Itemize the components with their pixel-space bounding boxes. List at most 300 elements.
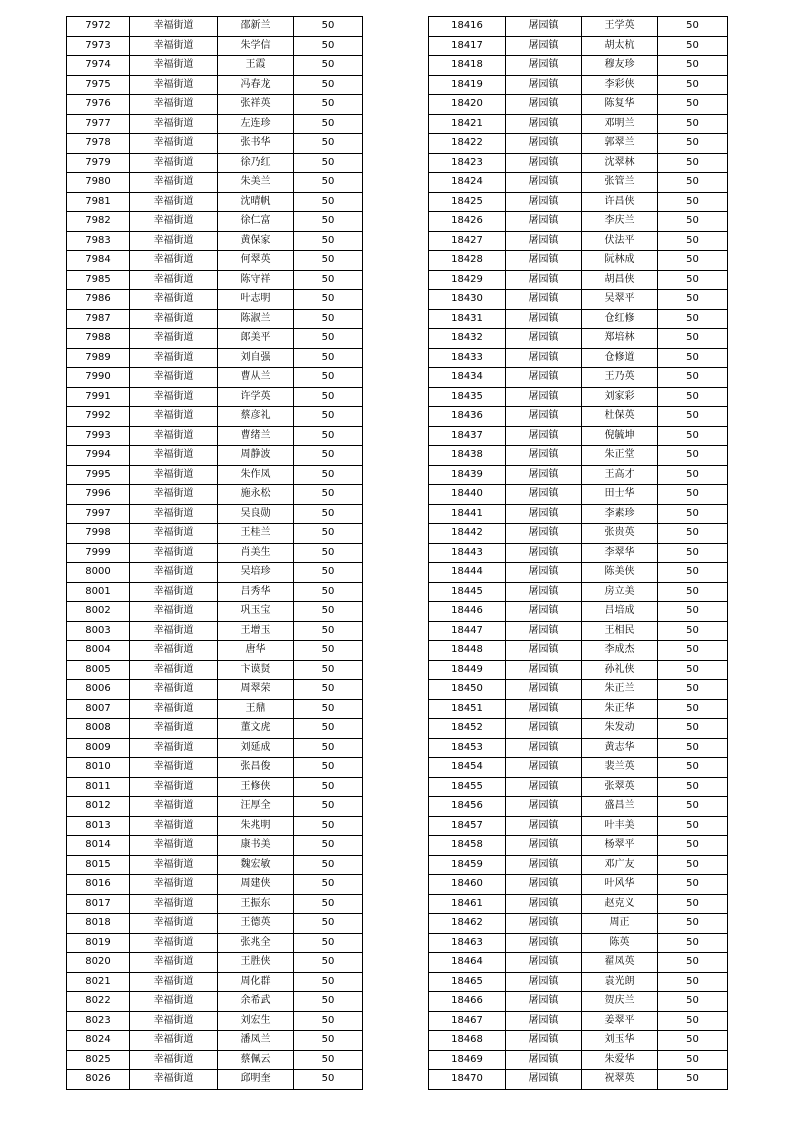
amount-cell: 50 (294, 134, 363, 154)
amount-cell: 50 (658, 348, 728, 368)
amount-cell: 50 (294, 875, 363, 895)
table-row (67, 212, 363, 232)
table-row (429, 95, 728, 115)
amount-cell: 50 (658, 36, 728, 56)
name-cell: 王胜侠 (218, 953, 294, 973)
name-cell: 李翠华 (582, 543, 658, 563)
name-cell: 康书美 (218, 836, 294, 856)
district-cell: 幸福街道 (130, 212, 218, 232)
district-cell: 幸福街道 (130, 465, 218, 485)
district-cell: 屠园镇 (506, 290, 582, 310)
serial-number-cell: 18423 (429, 153, 506, 173)
serial-number-cell: 7991 (67, 387, 130, 407)
table-row (67, 836, 363, 856)
serial-number-cell: 18425 (429, 192, 506, 212)
name-cell: 董文虎 (218, 719, 294, 739)
table-row (67, 758, 363, 778)
amount-cell: 50 (294, 543, 363, 563)
serial-number-cell: 8017 (67, 894, 130, 914)
serial-number-cell: 7972 (67, 17, 130, 37)
district-cell: 屠园镇 (506, 699, 582, 719)
district-cell: 幸福街道 (130, 95, 218, 115)
table-row (429, 777, 728, 797)
table-row (67, 602, 363, 622)
serial-number-cell: 18428 (429, 251, 506, 271)
table-row (429, 17, 728, 37)
amount-cell: 50 (294, 17, 363, 37)
amount-cell: 50 (658, 17, 728, 37)
name-cell: 郑培林 (582, 329, 658, 349)
amount-cell: 50 (658, 1011, 728, 1031)
serial-number-cell: 7995 (67, 465, 130, 485)
amount-cell: 50 (658, 641, 728, 661)
name-cell: 王鼎 (218, 699, 294, 719)
amount-cell: 50 (658, 95, 728, 115)
serial-number-cell: 8007 (67, 699, 130, 719)
table-row (67, 465, 363, 485)
district-cell: 幸福街道 (130, 602, 218, 622)
table-row (67, 1050, 363, 1070)
district-cell: 屠园镇 (506, 992, 582, 1012)
serial-number-cell: 7983 (67, 231, 130, 251)
district-cell: 屠园镇 (506, 348, 582, 368)
district-cell: 幸福街道 (130, 660, 218, 680)
table-row (429, 75, 728, 95)
amount-cell: 50 (658, 543, 728, 563)
district-cell: 屠园镇 (506, 524, 582, 544)
serial-number-cell: 7973 (67, 36, 130, 56)
serial-number-cell: 7977 (67, 114, 130, 134)
amount-cell: 50 (294, 758, 363, 778)
name-cell: 吴培珍 (218, 563, 294, 583)
table-row (67, 699, 363, 719)
serial-number-cell: 18418 (429, 56, 506, 76)
serial-number-cell: 7990 (67, 368, 130, 388)
table-row (67, 290, 363, 310)
amount-cell: 50 (294, 446, 363, 466)
district-cell: 屠园镇 (506, 1070, 582, 1090)
serial-number-cell: 8013 (67, 816, 130, 836)
district-cell: 屠园镇 (506, 641, 582, 661)
amount-cell: 50 (658, 153, 728, 173)
serial-number-cell: 18452 (429, 719, 506, 739)
district-cell: 幸福街道 (130, 504, 218, 524)
serial-number-cell: 7981 (67, 192, 130, 212)
district-cell: 屠园镇 (506, 17, 582, 37)
district-cell: 幸福街道 (130, 543, 218, 563)
name-cell: 刘宏生 (218, 1011, 294, 1031)
district-cell: 屠园镇 (506, 153, 582, 173)
serial-number-cell: 18451 (429, 699, 506, 719)
serial-number-cell: 18417 (429, 36, 506, 56)
table-row (67, 660, 363, 680)
serial-number-cell: 18435 (429, 387, 506, 407)
table-row (429, 602, 728, 622)
name-cell: 施永松 (218, 485, 294, 505)
serial-number-cell: 18461 (429, 894, 506, 914)
amount-cell: 50 (294, 563, 363, 583)
serial-number-cell: 8025 (67, 1050, 130, 1070)
left-table-body (67, 17, 363, 1090)
district-cell: 幸福街道 (130, 797, 218, 817)
serial-number-cell: 18442 (429, 524, 506, 544)
amount-cell: 50 (658, 212, 728, 232)
amount-cell: 50 (294, 270, 363, 290)
amount-cell: 50 (294, 1050, 363, 1070)
serial-number-cell: 18468 (429, 1031, 506, 1051)
amount-cell: 50 (658, 329, 728, 349)
amount-cell: 50 (658, 1050, 728, 1070)
district-cell: 幸福街道 (130, 1031, 218, 1051)
table-row (429, 563, 728, 583)
serial-number-cell: 18429 (429, 270, 506, 290)
serial-number-cell: 7998 (67, 524, 130, 544)
name-cell: 邵新兰 (218, 17, 294, 37)
amount-cell: 50 (658, 387, 728, 407)
amount-cell: 50 (658, 602, 728, 622)
district-cell: 幸福街道 (130, 290, 218, 310)
amount-cell: 50 (294, 582, 363, 602)
amount-cell: 50 (658, 446, 728, 466)
amount-cell: 50 (294, 953, 363, 973)
table-row (429, 504, 728, 524)
name-cell: 仓修道 (582, 348, 658, 368)
table-row (429, 914, 728, 934)
table-row (429, 836, 728, 856)
table-row (67, 524, 363, 544)
name-cell: 房立美 (582, 582, 658, 602)
district-cell: 屠园镇 (506, 368, 582, 388)
name-cell: 胡太杭 (582, 36, 658, 56)
district-cell: 幸福街道 (130, 933, 218, 953)
district-cell: 幸福街道 (130, 1050, 218, 1070)
name-cell: 朱正堂 (582, 446, 658, 466)
district-cell: 屠园镇 (506, 621, 582, 641)
table-row (429, 660, 728, 680)
serial-number-cell: 18443 (429, 543, 506, 563)
table-row (429, 56, 728, 76)
name-cell: 朱正华 (582, 699, 658, 719)
district-cell: 幸福街道 (130, 777, 218, 797)
district-cell: 幸福街道 (130, 387, 218, 407)
district-cell: 幸福街道 (130, 348, 218, 368)
serial-number-cell: 8006 (67, 680, 130, 700)
serial-number-cell: 8024 (67, 1031, 130, 1051)
serial-number-cell: 18455 (429, 777, 506, 797)
name-cell: 仓红修 (582, 309, 658, 329)
district-cell: 幸福街道 (130, 1070, 218, 1090)
district-cell: 屠园镇 (506, 114, 582, 134)
table-row (67, 426, 363, 446)
table-row (67, 75, 363, 95)
serial-number-cell: 18438 (429, 446, 506, 466)
table-row (429, 446, 728, 466)
table-row (429, 114, 728, 134)
district-cell: 幸福街道 (130, 426, 218, 446)
district-cell: 屠园镇 (506, 797, 582, 817)
name-cell: 阮林成 (582, 251, 658, 271)
table-row (67, 36, 363, 56)
district-cell: 屠园镇 (506, 582, 582, 602)
table-row (429, 524, 728, 544)
amount-cell: 50 (658, 1031, 728, 1051)
table-row (429, 543, 728, 563)
serial-number-cell: 7979 (67, 153, 130, 173)
district-cell: 屠园镇 (506, 738, 582, 758)
name-cell: 沈翠林 (582, 153, 658, 173)
district-cell: 幸福街道 (130, 192, 218, 212)
serial-number-cell: 8014 (67, 836, 130, 856)
serial-number-cell: 7976 (67, 95, 130, 115)
name-cell: 余希武 (218, 992, 294, 1012)
table-row (67, 972, 363, 992)
amount-cell: 50 (294, 1031, 363, 1051)
district-cell: 屠园镇 (506, 192, 582, 212)
table-row (67, 1070, 363, 1090)
table-row (67, 387, 363, 407)
district-cell: 幸福街道 (130, 680, 218, 700)
serial-number-cell: 7993 (67, 426, 130, 446)
serial-number-cell: 18432 (429, 329, 506, 349)
serial-number-cell: 7989 (67, 348, 130, 368)
serial-number-cell: 18449 (429, 660, 506, 680)
amount-cell: 50 (294, 56, 363, 76)
table-row (67, 329, 363, 349)
name-cell: 黄保家 (218, 231, 294, 251)
name-cell: 沈晴帆 (218, 192, 294, 212)
name-cell: 李成杰 (582, 641, 658, 661)
amount-cell: 50 (294, 114, 363, 134)
table-row (67, 114, 363, 134)
amount-cell: 50 (294, 914, 363, 934)
amount-cell: 50 (294, 290, 363, 310)
district-cell: 屠园镇 (506, 543, 582, 563)
table-row (67, 270, 363, 290)
district-cell: 屠园镇 (506, 680, 582, 700)
serial-number-cell: 8003 (67, 621, 130, 641)
table-row (67, 738, 363, 758)
name-cell: 张昌俊 (218, 758, 294, 778)
table-row (67, 231, 363, 251)
district-cell: 幸福街道 (130, 446, 218, 466)
serial-number-cell: 18463 (429, 933, 506, 953)
amount-cell: 50 (658, 251, 728, 271)
district-cell: 幸福街道 (130, 875, 218, 895)
name-cell: 朱发动 (582, 719, 658, 739)
district-cell: 幸福街道 (130, 524, 218, 544)
table-row (429, 758, 728, 778)
table-row (67, 933, 363, 953)
name-cell: 唐华 (218, 641, 294, 661)
name-cell: 贺庆兰 (582, 992, 658, 1012)
name-cell: 黄志华 (582, 738, 658, 758)
amount-cell: 50 (294, 485, 363, 505)
amount-cell: 50 (658, 465, 728, 485)
table-row (67, 348, 363, 368)
table-row (429, 270, 728, 290)
amount-cell: 50 (294, 192, 363, 212)
amount-cell: 50 (294, 387, 363, 407)
amount-cell: 50 (658, 407, 728, 427)
amount-cell: 50 (294, 1070, 363, 1090)
serial-number-cell: 18465 (429, 972, 506, 992)
serial-number-cell: 8002 (67, 602, 130, 622)
table-row (67, 563, 363, 583)
serial-number-cell: 18424 (429, 173, 506, 193)
serial-number-cell: 7999 (67, 543, 130, 563)
serial-number-cell: 18453 (429, 738, 506, 758)
district-cell: 幸福街道 (130, 114, 218, 134)
name-cell: 叶丰美 (582, 816, 658, 836)
serial-number-cell: 18426 (429, 212, 506, 232)
district-cell: 幸福街道 (130, 719, 218, 739)
serial-number-cell: 18416 (429, 17, 506, 37)
amount-cell: 50 (294, 660, 363, 680)
district-cell: 幸福街道 (130, 894, 218, 914)
name-cell: 王德英 (218, 914, 294, 934)
amount-cell: 50 (658, 680, 728, 700)
serial-number-cell: 18446 (429, 602, 506, 622)
table-row (429, 1011, 728, 1031)
name-cell: 邓广友 (582, 855, 658, 875)
district-cell: 屠园镇 (506, 719, 582, 739)
amount-cell: 50 (294, 894, 363, 914)
serial-number-cell: 18456 (429, 797, 506, 817)
amount-cell: 50 (294, 524, 363, 544)
amount-cell: 50 (658, 504, 728, 524)
district-cell: 屠园镇 (506, 309, 582, 329)
district-cell: 幸福街道 (130, 270, 218, 290)
district-cell: 幸福街道 (130, 173, 218, 193)
district-cell: 幸福街道 (130, 836, 218, 856)
table-row (67, 992, 363, 1012)
district-cell: 幸福街道 (130, 56, 218, 76)
table-row (67, 621, 363, 641)
name-cell: 陈美侠 (582, 563, 658, 583)
name-cell: 朱兆明 (218, 816, 294, 836)
name-cell: 李彩侠 (582, 75, 658, 95)
name-cell: 王修侠 (218, 777, 294, 797)
amount-cell: 50 (294, 719, 363, 739)
district-cell: 屠园镇 (506, 894, 582, 914)
table-row (429, 621, 728, 641)
name-cell: 王高才 (582, 465, 658, 485)
table-row (67, 134, 363, 154)
district-cell: 幸福街道 (130, 1011, 218, 1031)
table-row (429, 680, 728, 700)
table-row (67, 368, 363, 388)
district-cell: 屠园镇 (506, 134, 582, 154)
name-cell: 卞谟贤 (218, 660, 294, 680)
amount-cell: 50 (294, 465, 363, 485)
name-cell: 朱学信 (218, 36, 294, 56)
name-cell: 朱正兰 (582, 680, 658, 700)
district-cell: 屠园镇 (506, 816, 582, 836)
serial-number-cell: 8001 (67, 582, 130, 602)
district-cell: 屠园镇 (506, 875, 582, 895)
table-row (429, 212, 728, 232)
amount-cell: 50 (658, 758, 728, 778)
name-cell: 盛昌兰 (582, 797, 658, 817)
name-cell: 刘自强 (218, 348, 294, 368)
amount-cell: 50 (294, 309, 363, 329)
amount-cell: 50 (658, 777, 728, 797)
district-cell: 屠园镇 (506, 1031, 582, 1051)
amount-cell: 50 (294, 426, 363, 446)
serial-number-cell: 18462 (429, 914, 506, 934)
name-cell: 胡昌侠 (582, 270, 658, 290)
name-cell: 刘玉华 (582, 1031, 658, 1051)
table-row (429, 387, 728, 407)
serial-number-cell: 18433 (429, 348, 506, 368)
table-row (67, 192, 363, 212)
amount-cell: 50 (658, 173, 728, 193)
serial-number-cell: 7997 (67, 504, 130, 524)
serial-number-cell: 18444 (429, 563, 506, 583)
left-table (66, 16, 363, 1090)
name-cell: 朱美兰 (218, 173, 294, 193)
amount-cell: 50 (294, 329, 363, 349)
name-cell: 邱明奎 (218, 1070, 294, 1090)
amount-cell: 50 (658, 719, 728, 739)
serial-number-cell: 7984 (67, 251, 130, 271)
name-cell: 孙礼侠 (582, 660, 658, 680)
amount-cell: 50 (658, 855, 728, 875)
amount-cell: 50 (658, 75, 728, 95)
name-cell: 吴翠平 (582, 290, 658, 310)
serial-number-cell: 8004 (67, 641, 130, 661)
name-cell: 吕秀华 (218, 582, 294, 602)
district-cell: 屠园镇 (506, 777, 582, 797)
right-table (428, 16, 728, 1090)
name-cell: 赵克义 (582, 894, 658, 914)
district-cell: 幸福街道 (130, 972, 218, 992)
name-cell: 吴良勋 (218, 504, 294, 524)
amount-cell: 50 (658, 524, 728, 544)
district-cell: 屠园镇 (506, 836, 582, 856)
table-row (429, 231, 728, 251)
table-row (67, 251, 363, 271)
table-row (67, 816, 363, 836)
serial-number-cell: 18447 (429, 621, 506, 641)
name-cell: 张祥英 (218, 95, 294, 115)
serial-number-cell: 8005 (67, 660, 130, 680)
serial-number-cell: 7996 (67, 485, 130, 505)
serial-number-cell: 18445 (429, 582, 506, 602)
amount-cell: 50 (658, 114, 728, 134)
name-cell: 郎美平 (218, 329, 294, 349)
amount-cell: 50 (658, 582, 728, 602)
name-cell: 裴兰英 (582, 758, 658, 778)
amount-cell: 50 (294, 777, 363, 797)
district-cell: 屠园镇 (506, 972, 582, 992)
name-cell: 徐仁富 (218, 212, 294, 232)
serial-number-cell: 8011 (67, 777, 130, 797)
district-cell: 屠园镇 (506, 504, 582, 524)
district-cell: 屠园镇 (506, 855, 582, 875)
table-row (429, 1031, 728, 1051)
serial-number-cell: 18431 (429, 309, 506, 329)
table-row (67, 894, 363, 914)
amount-cell: 50 (294, 738, 363, 758)
name-cell: 巩玉宝 (218, 602, 294, 622)
amount-cell: 50 (658, 933, 728, 953)
amount-cell: 50 (294, 855, 363, 875)
table-row (67, 309, 363, 329)
table-row (67, 153, 363, 173)
amount-cell: 50 (294, 368, 363, 388)
serial-number-cell: 18440 (429, 485, 506, 505)
